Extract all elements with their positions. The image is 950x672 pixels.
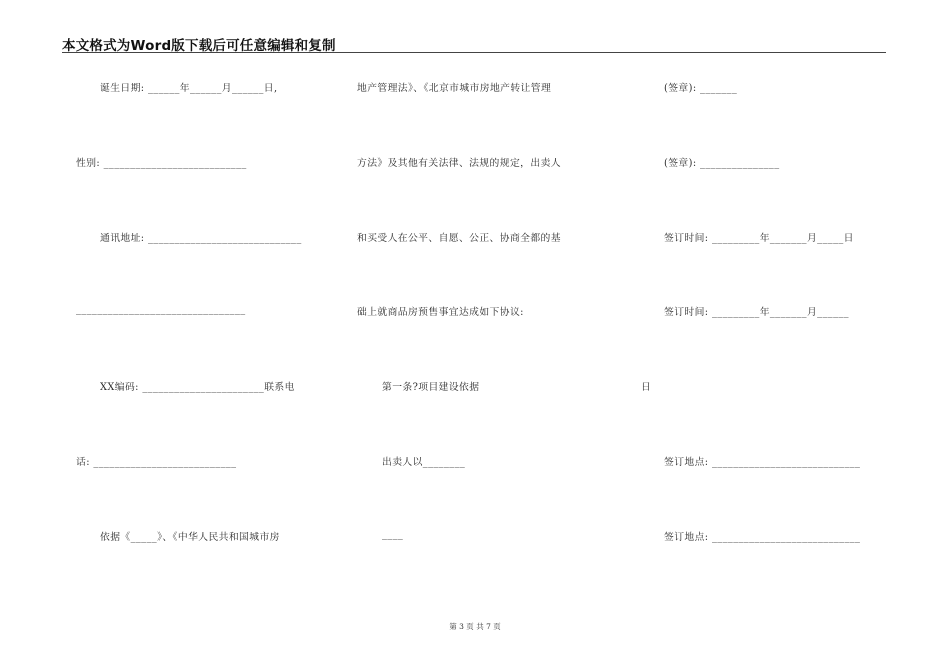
signing-place-line-2: 签订地点: ____________________________	[664, 532, 861, 543]
legal-basis-line: 依据《_____》、《中华人民共和国城市房	[100, 532, 280, 543]
signing-place-line-1: 签订地点: ____________________________	[664, 457, 861, 468]
legal-basis-text-3: 和买受人在公平、自愿、公正、协商全都的基	[357, 233, 561, 244]
page-number-footer: 第 3 页 共 7 页	[449, 622, 501, 631]
address-line: 通讯地址: _____________________________	[100, 233, 302, 244]
signing-date-line-2: 签订时间: _________年_______月______	[664, 307, 849, 318]
legal-basis-text-4: 础上就商品房预售事宜达成如下协议:	[357, 307, 524, 318]
header-divider	[62, 52, 886, 53]
seller-line-continuation: ____	[382, 529, 404, 540]
legal-basis-text-2: 方法》及其他有关法律、法规的规定，出卖人	[357, 158, 561, 169]
legal-basis-text-1: 地产管理法》、《北京市城市房地产转让管理	[357, 83, 552, 94]
seller-line: 出卖人以________	[382, 457, 466, 468]
postal-code-line: XX编码: _______________________联系电	[100, 382, 295, 393]
gender-line: 性别: ___________________________	[76, 158, 247, 169]
signing-date-day-suffix: 日	[641, 382, 652, 393]
seal-line-2: (签章): _______________	[664, 158, 780, 169]
phone-line: 话: ___________________________	[76, 457, 237, 468]
birth-date-line: 诞生日期: ______年______月______日,	[100, 83, 278, 94]
signing-date-line-1: 签订时间: _________年_______月_____日	[664, 233, 854, 244]
document-header-title: 本文格式为Word版下载后可任意编辑和复制	[62, 38, 336, 54]
address-continuation-line: ________________________________	[76, 304, 246, 315]
seal-line-1: (签章): _______	[664, 83, 738, 94]
article-one-heading: 第一条?项目建设依据	[382, 382, 480, 393]
